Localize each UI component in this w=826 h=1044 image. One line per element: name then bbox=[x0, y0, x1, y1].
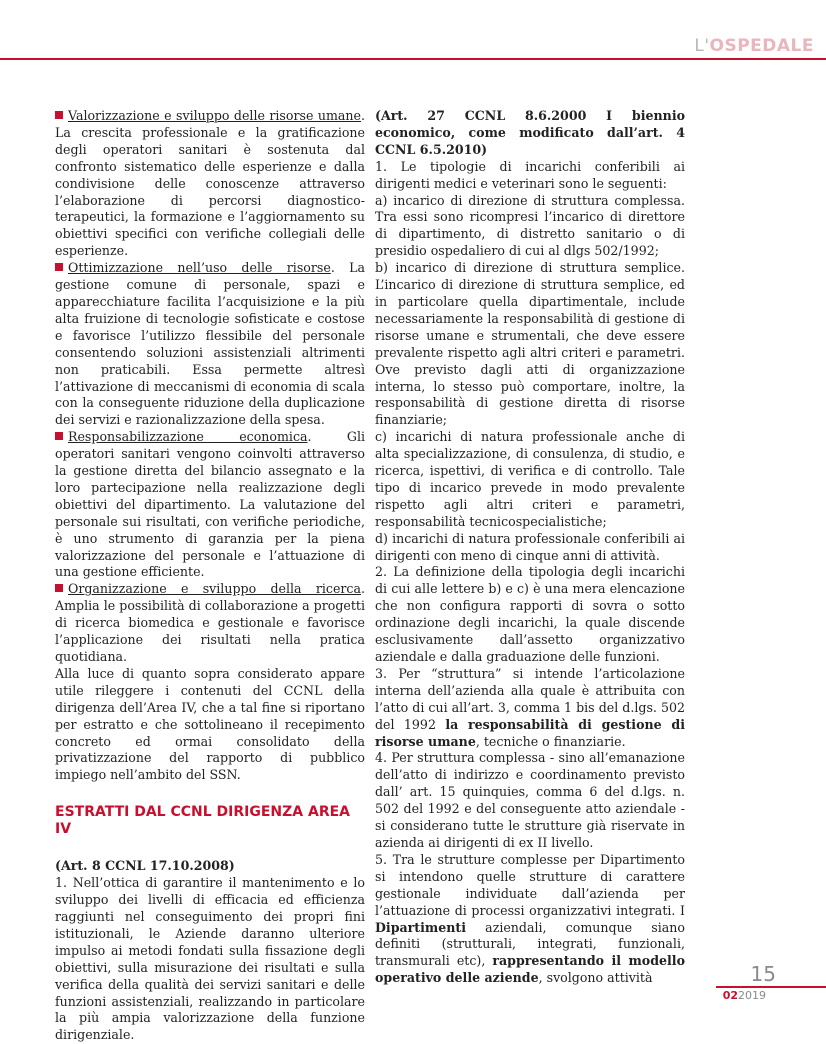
bullet-square-icon bbox=[55, 432, 63, 440]
footer-rule bbox=[716, 986, 826, 988]
text-run: aziendali, comunque siano definiti (strutturali, integrati, funzionali, transmurali etc), bbox=[375, 919, 685, 969]
bullet-title: Ottimizzazione nell’uso delle risorse bbox=[68, 260, 331, 276]
body-paragraph: 4. Per struttura complessa - sino all’emanazione dell’atto di indirizzo e coordinamento previsto dall’ art. 15 quinquies, comma 6 del d.lgs. n. 502 del 1992 e del conseguente atto aziendale - si considerano tutte le strutture già riservate in azienda ai dirigenti di ex II livello. bbox=[375, 750, 685, 850]
bullet-title: Organizzazione e sviluppo della ricerca bbox=[68, 581, 361, 597]
body-paragraph bbox=[375, 852, 685, 987]
logo-prefix: L' bbox=[694, 36, 710, 56]
body-paragraph: a) incarico di direzione di struttura complessa. Tra essi sono ricompresi l’incarico di direttore di dipartimento, di distretto sanitario o di presidio ospedaliero di cui al dlgs 502/1992; bbox=[375, 192, 685, 259]
bullet-square-icon bbox=[55, 111, 63, 119]
bullet-text: . Gli operatori sanitari vengono coinvolti attraverso la gestione diretta del bilancio assegnato e la loro partecipazione nella realizzazione degli obiettivi del dipartimento. La valutazione del personale sui risultati, con verifiche periodiche, è uno strumento di garanzia per la piena valorizzazione del personale e l’attuazione di una gestione efficiente. bbox=[55, 429, 365, 580]
body-paragraph: 1. Le tipologie di incarichi conferibili ai dirigenti medici e veterinari sono le seguenti: bbox=[375, 158, 685, 191]
body-paragraph: d) incarichi di natura professionale conferibili ai dirigenti con meno di cinque anni di attività. bbox=[375, 530, 685, 563]
header-rule bbox=[0, 58, 826, 60]
article-reference: (Art. 27 CCNL 8.6.2000 I biennio economico, come modificato dall’art. 4 CCNL 6.5.2010) bbox=[375, 108, 685, 157]
bold-text-run: rappresentando il modello operativo delle aziende bbox=[375, 953, 685, 986]
text-run: 5. Tra le strutture complesse per Dipartimento si intendono quelle strutture di carattere gestionale individuate dall’azienda per l’attuazione di processi organizzativi integrati. I bbox=[375, 851, 685, 918]
issue-number: 02 bbox=[722, 989, 738, 1002]
bullet-paragraph bbox=[55, 581, 365, 666]
magazine-logo bbox=[694, 36, 814, 58]
bullet-paragraph bbox=[55, 108, 365, 260]
bullet-text: . Amplia le possibilità di collaborazione a progetti di ricerca biomedica e gestionale e favorisce l’applicazione dei risultati nella pratica quotidiana. bbox=[55, 581, 365, 664]
body-paragraph bbox=[375, 666, 685, 751]
issue-year: 2019 bbox=[738, 989, 766, 1002]
bullet-paragraph bbox=[55, 429, 365, 581]
article-reference: (Art. 8 CCNL 17.10.2008) bbox=[55, 858, 235, 874]
body-paragraph: b) incarico di direzione di struttura semplice. L’incarico di direzione di struttura semplice, ed in particolare quella dipartimentale, include necessariamente la responsabilità di gestione di risorse umane e strumentali, che deve essere prevalente rispetto agli altri criteri e parametri. Ove previsto dagli atti di organizzazione interna, lo stesso può comportare, inoltre, la responsabilità di gestione diretta di risorse finanziarie; bbox=[375, 260, 685, 428]
body-paragraph: 2. La definizione della tipologia degli incarichi di cui alle lettere b) e c) è una mera elencazione che non configura rapporti di sovra o sotto ordinazione degli incarichi, la quale discende esclusivamente dall’assetto organizzativo aziendale e dalla graduazione delle funzioni. bbox=[375, 564, 685, 664]
body-paragraph: c) incarichi di natura professionale anche di alta specializzazione, di consulenza, di studio, e ricerca, ispettivi, di verifica e di controllo. Tale tipo di incarico prevede in modo prevalente rispetto agli altri criteri e parametri, responsabilità tecnicospecialistiche; bbox=[375, 429, 685, 529]
bold-text-run: Dipartimenti bbox=[375, 919, 467, 935]
bullet-square-icon bbox=[55, 584, 63, 592]
bullet-title: Responsabilizzazione economica bbox=[68, 429, 308, 445]
bullet-title: Valorizzazione e sviluppo delle risorse umane bbox=[68, 108, 361, 123]
issue-label bbox=[723, 989, 766, 1002]
body-paragraph: Alla luce di quanto sopra considerato appare utile rileggere i contenuti del CCNL della dirigenza dell’Area IV, che a tal fine si riportano per estratto e che sottolineano il recepimento concreto ed ormai consolidato della privatizzazione del rapporto di pubblico impiego nell’ambito del SSN. bbox=[55, 665, 365, 783]
body-paragraph: 1. Nell’ottica di garantire il mantenimento e lo sviluppo dei livelli di efficacia ed efficienza raggiunti nel conseguimento dei propri fini istituzionali, le Aziende daranno ulteriore impulso ai metodi fondati sulla fissazione degli obiettivi, sulla misurazione dei risultati e sulla verifica della qualità dei servizi sanitari e delle funzioni assistenziali, realizzando in particolare la più ampia valorizzazione della funzione dirigenziale. bbox=[55, 875, 365, 1043]
bullet-square-icon bbox=[55, 263, 63, 271]
bullet-text: . La gestione comune di personale, spazi e apparecchiature facilita l’acquisizione e la più alta fruizione di tecnologie sofisticate e costose e favorisce l’utilizzo flessibile del personale consentendo soluzioni assistenziali altrimenti non praticabili. Essa permette altresì l’attivazione di meccanismi di economia di scala con la conseguente riduzione della duplicazione dei servizi e razionalizzazione della spesa. bbox=[55, 260, 365, 428]
right-column bbox=[375, 108, 685, 987]
text-run: , svolgono attività bbox=[538, 970, 653, 986]
bullet-paragraph bbox=[55, 260, 365, 429]
bold-text-run: la responsabilità di gestione di risorse umane bbox=[375, 716, 685, 749]
section-heading: ESTRATTI DAL CCNL DIRIGENZA AREA IV bbox=[55, 804, 351, 838]
left-column bbox=[55, 108, 365, 1044]
text-run: 3. Per “struttura” si intende l’articolazione interna dell’azienda alla quale è attribuita con l’atto di cui all’art. 3, comma 1 bis del d.lgs. 502 del 1992 bbox=[375, 665, 685, 732]
bullet-text: . La crescita professionale e la gratificazione degli operatori sanitari è sostenuta dal confronto sistematico delle esperienze e dalla condivisione delle conoscenze attraverso l’elaborazione di percorsi diagnostico-terapeutici, la formazione e l’aggiornamento su obiettivi specifici con verifiche collegiali delle esperienze. bbox=[55, 108, 365, 259]
logo-text: OSPEDALE bbox=[709, 36, 814, 56]
page-number: 15 bbox=[750, 962, 776, 986]
text-run: , tecniche o finanziarie. bbox=[475, 733, 626, 749]
